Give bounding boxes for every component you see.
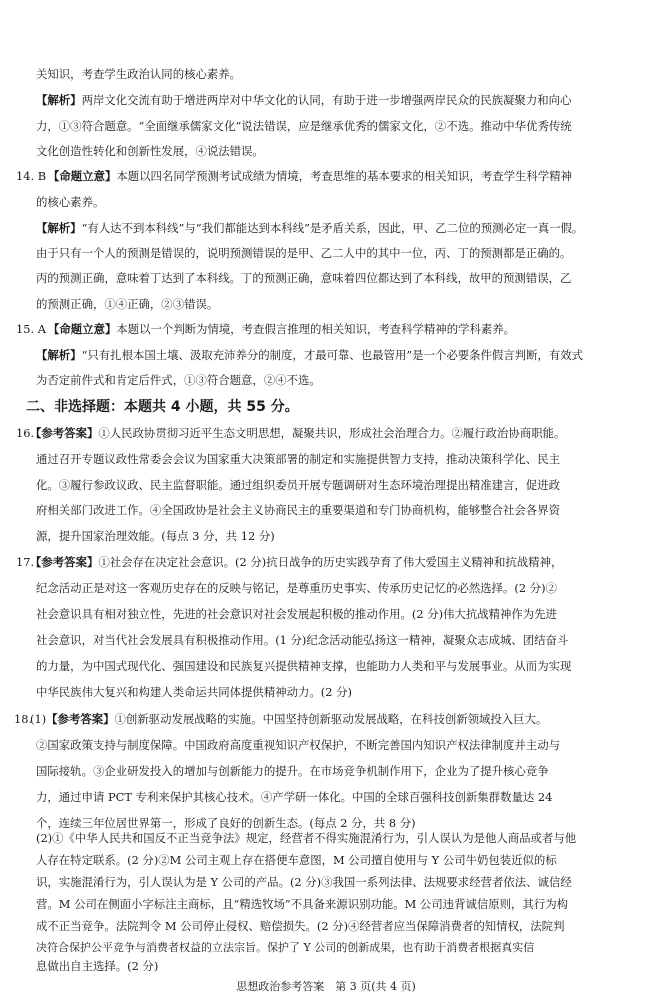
q15-intent-tag: 【命题立意】	[48, 322, 117, 336]
q18-answer-tag: 【参考答案】	[46, 712, 115, 726]
q16-line-1: 【参考答案】①人民政协贯彻习近平生态文明思想，凝聚共识，形成社会治理合力。②履行政治协商职能。	[30, 426, 566, 440]
q14-intent-line-2: 的核心素养。	[36, 195, 105, 209]
q16-answer-tag: 【参考答案】	[30, 426, 99, 440]
q16-line-5: 源，提升国家治理效能。(每点 3 分，共 12 分)	[36, 529, 275, 543]
q16-line-2: 通过召开专题议政性常委会会议为国家重大决策部署的制定和实施提供智力支持，推动决策科学化、民主	[36, 452, 560, 466]
q13-analysis-line-2: 力，①③符合题意。“全面继承儒家文化”说法错误，应是继承优秀的儒家文化，②不选。推动中华优秀传统	[36, 119, 572, 133]
q18-part1-line-1: (1)【参考答案】①创新驱动发展战略的实施。中国坚持创新驱动发展战略，在科技创新领域投入巨大。	[30, 712, 548, 726]
q15-intent-line: 【命题立意】本题以一个判断为情境，考查假言推理的相关知识，考查科学精神的学科素养。	[48, 322, 516, 336]
q18-part2-line-4: 营。M 公司在侧面小字标注主商标，且“精选牧场”不具备来源识别功能。M 公司违背诚信原则，其行为构	[36, 897, 569, 911]
q15-number: 15. A	[16, 322, 46, 336]
q17-line-2: 纪念活动正是对这一客观历史存在的反映与铭记，是尊重历史事实、传承历史记忆的必然选择。(2 分)②	[36, 581, 557, 595]
q18-part2-line-6: 决符合保护公平竞争与消费者权益的立法宗旨。保护了 Y 公司的创新成果，也有助于消费者根据真实信	[36, 941, 535, 954]
q18-part1-line-2: ②国家政策支持与制度保障。中国政府高度重视知识产权保护，不断完善国内知识产权法律制度并主动与	[36, 738, 560, 752]
q18-part2-line-7: 息做出自主选择。(2 分)	[36, 959, 159, 973]
q17-line-1: 【参考答案】①社会存在决定社会意识。(2 分)抗日战争的历史实践孕育了伟大爱国主义精神和抗战精神，	[30, 555, 563, 569]
q17-number: 17.	[16, 555, 35, 569]
q17-line-5: 的力量，为中国式现代化、强国建设和民族复兴提供精神支撑，也能助力人类和平与发展事业。从而为实现	[36, 659, 572, 673]
q14-analysis-line-4: 的预测正确，①④正确，②③错误。	[36, 297, 219, 311]
q17-answer-tag: 【参考答案】	[30, 555, 99, 569]
q16-line-3: 化。③履行参政议政、民主监督职能。通过组织委员开展专题调研对生态环境治理提出精准建言，促进政	[36, 478, 560, 492]
q14-intent-line-1: 【命题立意】本题以四名同学预测考试成绩为情境，考查思维的基本要求的相关知识，考查学生科学精神	[48, 169, 572, 183]
q14-intent-tag: 【命题立意】	[48, 169, 117, 183]
section-heading: 二、非选择题：本题共 4 小题，共 55 分。	[26, 399, 299, 415]
q18-part2-line-5: 成不正当竞争。法院判令 M 公司停止侵权、赔偿损失。(2 分)④经营者应当保障消费者的知情权，法院判	[36, 919, 565, 933]
q14-analysis-line-1: 【解析】“有人达不到本科线”与“我们都能达到本科线”是矛盾关系，因此，甲、乙二位的预测必定一真一假。	[36, 221, 584, 235]
q13-analysis-tag: 【解析】	[36, 93, 82, 107]
q15-analysis-line-2: 为否定前件式和肯定后件式，①③符合题意，②④不选。	[36, 373, 321, 387]
q17-line-6: 中华民族伟大复兴和构建人类命运共同体提供精神动力。(2 分)	[36, 685, 352, 699]
q18-part1-line-5: 个，连续三年位居世界第一，形成了良好的创新生态。(每点 2 分，共 8 分)	[36, 816, 416, 830]
q17-line-4: 社会意识，对当代社会发展具有积极推动作用。(1 分)纪念活动能弘扬这一精神，凝聚众志成城、团结奋斗	[36, 633, 569, 647]
q16-line-4: 府相关部门改进工作。④全国政协是社会主义协商民主的重要渠道和专门协商机构，能够整合社会各界资	[36, 503, 560, 517]
q18-part2-line-1: (2)①《中华人民共和国反不正当竞争法》规定，经营者不得实施混淆行为，引人误认为是他人商品或者与他	[36, 831, 577, 845]
q14-analysis-line-3: 丙的预测正确，意味着丁达到了本科线。丁的预测正确，意味着四位都达到了本科线，故甲的预测错误，乙	[36, 271, 572, 285]
q14-number: 14. B	[16, 169, 47, 183]
page-footer: 思想政治参考答案 第 3 页(共 4 页)	[236, 980, 416, 993]
q15-analysis-tag: 【解析】	[36, 348, 82, 362]
q18-number: 18.	[14, 712, 33, 726]
q18-part1-line-3: 国际接轨。③企业研发投入的增加与创新能力的提升。在市场竞争机制作用下，企业为了提升核心竞争	[36, 764, 549, 778]
q18-part2-line-2: 人存在特定联系。(2 分)②M 公司主观上存在搭便车意图，M 公司擅自使用与 Y 公司牛奶包装近似的标	[36, 853, 557, 867]
q17-line-3: 社会意识具有相对独立性，先进的社会意识对社会发展起积极的推动作用。(2 分)伟大抗战精神作为先进	[36, 607, 557, 621]
q15-analysis-line-1: 【解析】“只有扎根本国土壤、汲取充沛养分的制度，才最可靠、也最管用”是一个必要条件假言判断，有效式	[36, 348, 584, 362]
q16-number: 16.	[16, 426, 35, 440]
q13-continuation: 关知识，考查学生政治认同的核心素养。	[36, 67, 242, 81]
q18-part2-line-3: 识，实施混淆行为，引人误认为是 Y 公司的产品。(2 分)③我国一系列法律、法规要求经营者依法、诚信经	[36, 875, 572, 889]
q14-analysis-tag: 【解析】	[36, 221, 82, 235]
q14-analysis-line-2: 由于只有一个人的预测是错误的，说明预测错误的是甲、乙二人中的其中一位，丙、丁的预测都是正确的。	[36, 246, 572, 260]
q13-analysis-line-1: 【解析】两岸文化交流有助于增进两岸对中华文化的认同，有助于进一步增强两岸民众的民族凝聚力和向心	[36, 93, 572, 107]
q13-analysis-line-3: 文化创造性转化和创新性发展，④说法错误。	[36, 144, 264, 158]
q18-part1-line-4: 力，通过申请 PCT 专利来保护其核心技术。④产学研一体化。中国的全球百强科技创新集群数量达 24	[36, 790, 553, 804]
